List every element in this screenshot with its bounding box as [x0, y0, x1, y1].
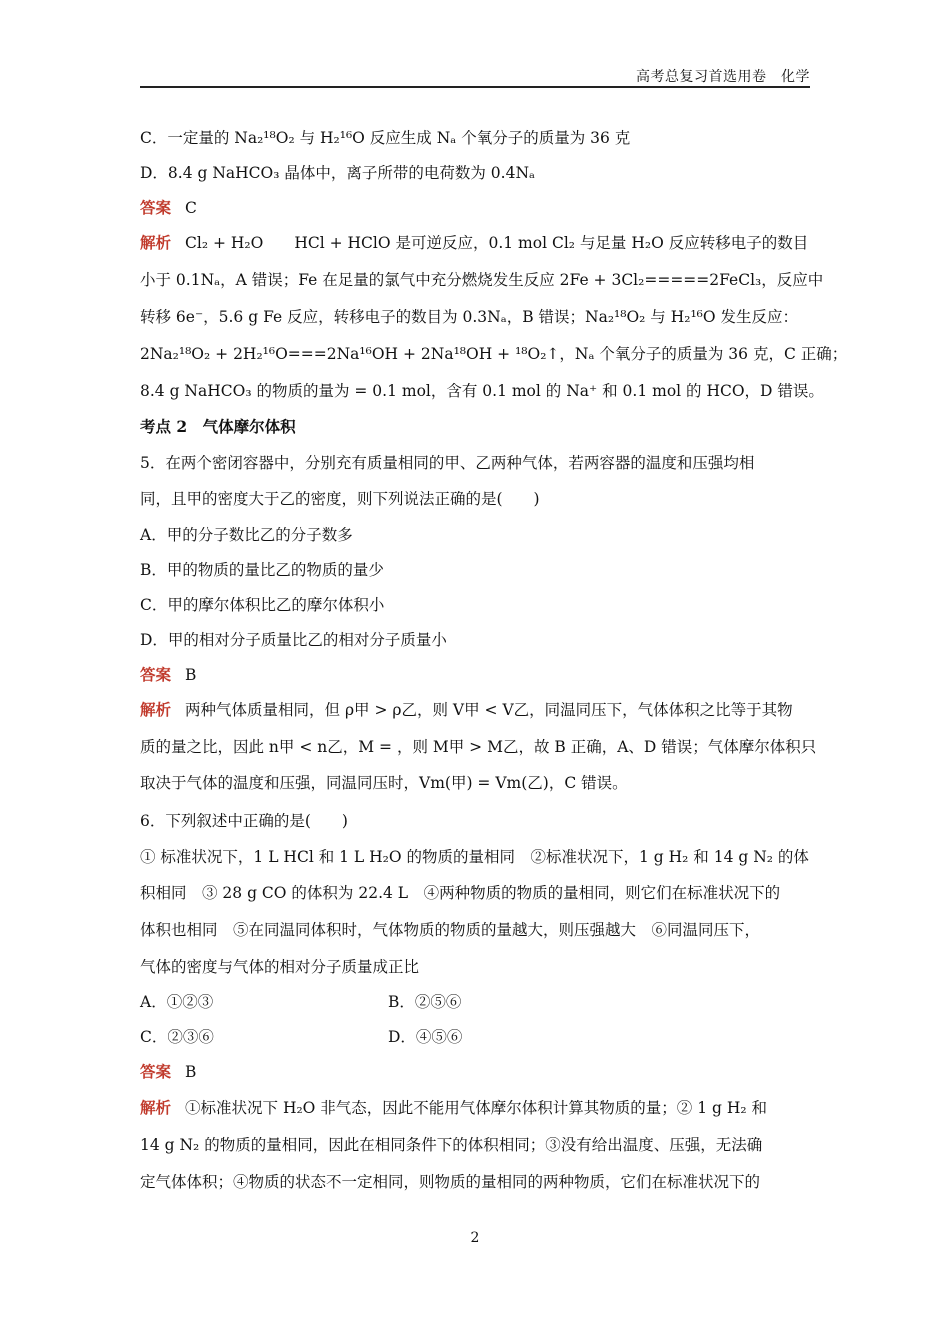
header-title: 高考总复习首选用卷 化学: [636, 69, 810, 85]
answer-value: B: [185, 1063, 197, 1081]
analysis-text: 8.4 g NaHCO₃ 的物质的量为 = 0.1 mol，含有 0.1 mol 的 Na⁺ 和 0.1 mol 的 HCO，D 错误。: [140, 382, 824, 400]
analysis-text: Cl₂ + H₂O HCl + HClO 是可逆反应，0.1 mol Cl₂ 与足量 H₂O 反应转移电子的数目: [185, 234, 809, 252]
answer-value: B: [185, 666, 197, 684]
analysis-line: [140, 1097, 812, 1119]
header-rule: [140, 86, 810, 88]
question-6-stem: 积相同 ③ 28 g CO 的体积为 22.4 L ④两种物质的物质的量相同，则它们在标准状况下的: [140, 884, 781, 902]
answer-line: [140, 1061, 812, 1083]
option-c: C．②③⑥: [140, 1028, 214, 1046]
option-d: D．甲的相对分子质量比乙的相对分子质量小: [140, 631, 447, 649]
question-6-stem: 体积也相同 ⑤在同温同体积时，气体物质的物质的量越大，则压强越大 ⑥同温同压下，: [140, 921, 761, 939]
answer-label: 答案: [140, 198, 172, 217]
analysis-line: [140, 232, 812, 254]
question-5-cont: 同，且甲的密度大于乙的密度，则下列说法正确的是( ): [140, 490, 540, 508]
page-header: [140, 66, 810, 86]
question-5: 5．在两个密闭容器中，分别充有质量相同的甲、乙两种气体，若两容器的温度和压强均相: [140, 454, 755, 472]
analysis-text: 质的量之比，因此 n甲 < n乙，M = ，则 M甲 > M乙，故 B 正确，A、D 错误；气体摩尔体积只: [140, 738, 817, 756]
question-6-stem: ① 标准状况下，1 L HCl 和 1 L H₂O 的物质的量相同 ②标准状况下，1 g H₂ 和 14 g N₂ 的体: [140, 848, 809, 866]
section-heading: 考点 2 气体摩尔体积: [140, 417, 296, 436]
option-b: B．②⑤⑥: [388, 993, 462, 1011]
answer-value: C: [185, 199, 197, 217]
options-row: [140, 991, 812, 1013]
analysis-text: 14 g N₂ 的物质的量相同，因此在相同条件下的体积相同；③没有给出温度、压强，无法确: [140, 1136, 763, 1154]
analysis-label: 解析: [140, 1098, 172, 1117]
analysis-text: ①标准状况下 H₂O 非气态，因此不能用气体摩尔体积计算其物质的量；② 1 g H₂ 和: [185, 1099, 768, 1117]
option-d: D．④⑤⑥: [388, 1028, 463, 1046]
option-c: C．一定量的 Na₂¹⁸O₂ 与 H₂¹⁶O 反应生成 Nₐ 个氧分子的质量为 36 克: [140, 129, 631, 147]
analysis-text: 取决于气体的温度和压强，同温同压时，Vm(甲) = Vm(乙)，C 错误。: [140, 774, 628, 792]
option-b: B．甲的物质的量比乙的物质的量少: [140, 561, 384, 579]
answer-line: [140, 197, 812, 219]
question-6: 6．下列叙述中正确的是( ): [140, 812, 348, 830]
option-c: C．甲的摩尔体积比乙的摩尔体积小: [140, 596, 385, 614]
answer-label: 答案: [140, 665, 172, 684]
option-a: A．①②③: [140, 993, 214, 1011]
option-d: D．8.4 g NaHCO₃ 晶体中，离子所带的电荷数为 0.4Nₐ: [140, 164, 536, 182]
question-6-stem: 气体的密度与气体的相对分子质量成正比: [140, 958, 420, 976]
answer-label: 答案: [140, 1062, 172, 1081]
answer-line: [140, 664, 812, 686]
analysis-label: 解析: [140, 700, 172, 719]
analysis-text: 转移 6e⁻，5.6 g Fe 反应，转移电子的数目为 0.3Nₐ，B 错误；Na₂¹⁸O₂ 与 H₂¹⁶O 发生反应：: [140, 308, 799, 326]
analysis-text: 小于 0.1Nₐ，A 错误；Fe 在足量的氯气中充分燃烧发生反应 2Fe + 3Cl₂=====2FeCl₃，反应中: [140, 271, 824, 289]
analysis-text: 定气体体积；④物质的状态不一定相同，则物质的量相同的两种物质，它们在标准状况下的: [140, 1173, 761, 1191]
analysis-label: 解析: [140, 233, 172, 252]
options-row: [140, 1026, 812, 1048]
option-a: A．甲的分子数比乙的分子数多: [140, 526, 353, 544]
analysis-line: [140, 699, 812, 721]
analysis-text: 两种气体质量相同，但 ρ甲 > ρ乙，则 V甲 < V乙，同温同压下，气体体积之比等于其物: [185, 701, 793, 719]
page-number: 2: [470, 1230, 480, 1246]
analysis-text: 2Na₂¹⁸O₂ + 2H₂¹⁶O===2Na¹⁶OH + 2Na¹⁸OH + ¹⁸O₂↑，Nₐ 个氧分子的质量为 36 克，C 正确；: [140, 345, 848, 363]
